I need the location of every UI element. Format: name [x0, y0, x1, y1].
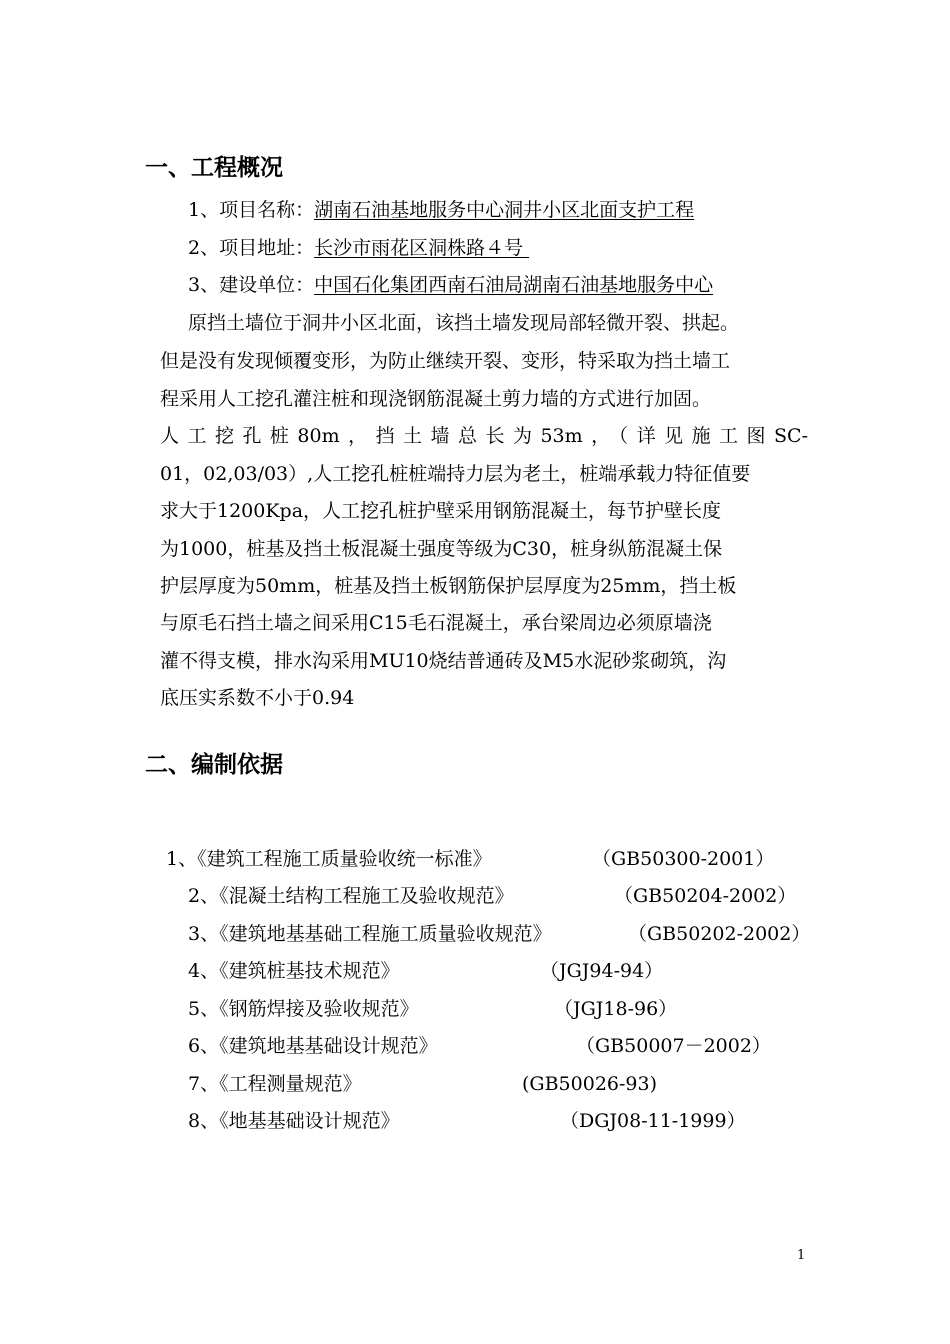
- reference-code: （GB50202-2002）: [628, 923, 811, 945]
- reference-title: 6、《建筑地基基础设计规范》: [188, 1035, 438, 1057]
- paragraph-line: 01，02,03/03）,人工挖孔桩桩端持力层为老土，桩端承载力特征值要: [160, 463, 751, 485]
- paragraph-line: 为1000，桩基及挡土板混凝土强度等级为C30，桩身纵筋混凝土保: [160, 538, 723, 560]
- reference-code: （GB50007－2002）: [576, 1035, 771, 1057]
- reference-title: 2、《混凝土结构工程施工及验收规范》: [188, 885, 514, 907]
- project-address-line: [188, 234, 529, 262]
- project-name-label: 1、项目名称：: [188, 199, 315, 221]
- paragraph-line: 求大于1200Kpa，人工挖孔桩护壁采用钢筋混凝土，每节护壁长度: [160, 500, 722, 522]
- reference-code: （JGJ94-94）: [540, 960, 664, 982]
- section-1-title: 一、工程概况: [145, 155, 283, 181]
- reference-code: （DGJ08-11-1999）: [560, 1110, 746, 1132]
- reference-title: 7、《工程测量规范》: [188, 1073, 362, 1095]
- reference-code: (GB50026-93): [522, 1073, 658, 1095]
- page-number: 1: [797, 1248, 806, 1263]
- project-address-label: 2、项目地址：: [188, 237, 315, 259]
- paragraph-line: 原挡土墙位于洞井小区北面，该挡土墙发现局部轻微开裂、拱起。: [188, 312, 740, 334]
- project-name-value: 湖南石油基地服务中心洞井小区北面支护工程: [314, 199, 695, 221]
- paragraph-line: 但是没有发现倾覆变形，为防止继续开裂、变形，特采取为挡土墙工: [160, 350, 731, 372]
- paragraph-line: 底压实系数不小于0.94: [160, 687, 355, 709]
- paragraph-line: 程采用人工挖孔灌注桩和现浇钢筋混凝土剪力墙的方式进行加固。: [160, 388, 712, 410]
- construction-unit-label: 3、建设单位：: [188, 274, 315, 296]
- project-name-line: [188, 196, 694, 224]
- paragraph-line: 护层厚度为50mm，桩基及挡土板钢筋保护层厚度为25mm，挡土板: [160, 575, 737, 597]
- paragraph-line: 人工挖孔桩80m，挡土墙总长为53m，（详见施工图SC-: [160, 425, 808, 447]
- paragraph-line: 与原毛石挡土墙之间采用C15毛石混凝土，承台梁周边必须原墙浇: [160, 612, 712, 634]
- reference-title: 1、《建筑工程施工质量验收统一标准》: [166, 848, 492, 870]
- reference-title: 8、《地基基础设计规范》: [188, 1110, 400, 1132]
- construction-unit-value: 中国石化集团西南石油局湖南石油基地服务中心: [314, 274, 714, 296]
- reference-title: 3、《建筑地基基础工程施工质量验收规范》: [188, 923, 552, 945]
- construction-unit-line: [188, 271, 713, 299]
- reference-code: （GB50204-2002）: [614, 885, 797, 907]
- section-2-title: 二、编制依据: [145, 752, 283, 778]
- project-address-value: 长沙市雨花区洞株路４号: [314, 237, 530, 259]
- reference-title: 4、《建筑桩基技术规范》: [188, 960, 400, 982]
- paragraph-line: 灌不得支模，排水沟采用MU10烧结普通砖及M5水泥砂浆砌筑，沟: [160, 650, 727, 672]
- reference-code: （JGJ18-96）: [554, 998, 678, 1020]
- reference-title: 5、《钢筋焊接及验收规范》: [188, 998, 419, 1020]
- reference-code: （GB50300-2001）: [592, 848, 775, 870]
